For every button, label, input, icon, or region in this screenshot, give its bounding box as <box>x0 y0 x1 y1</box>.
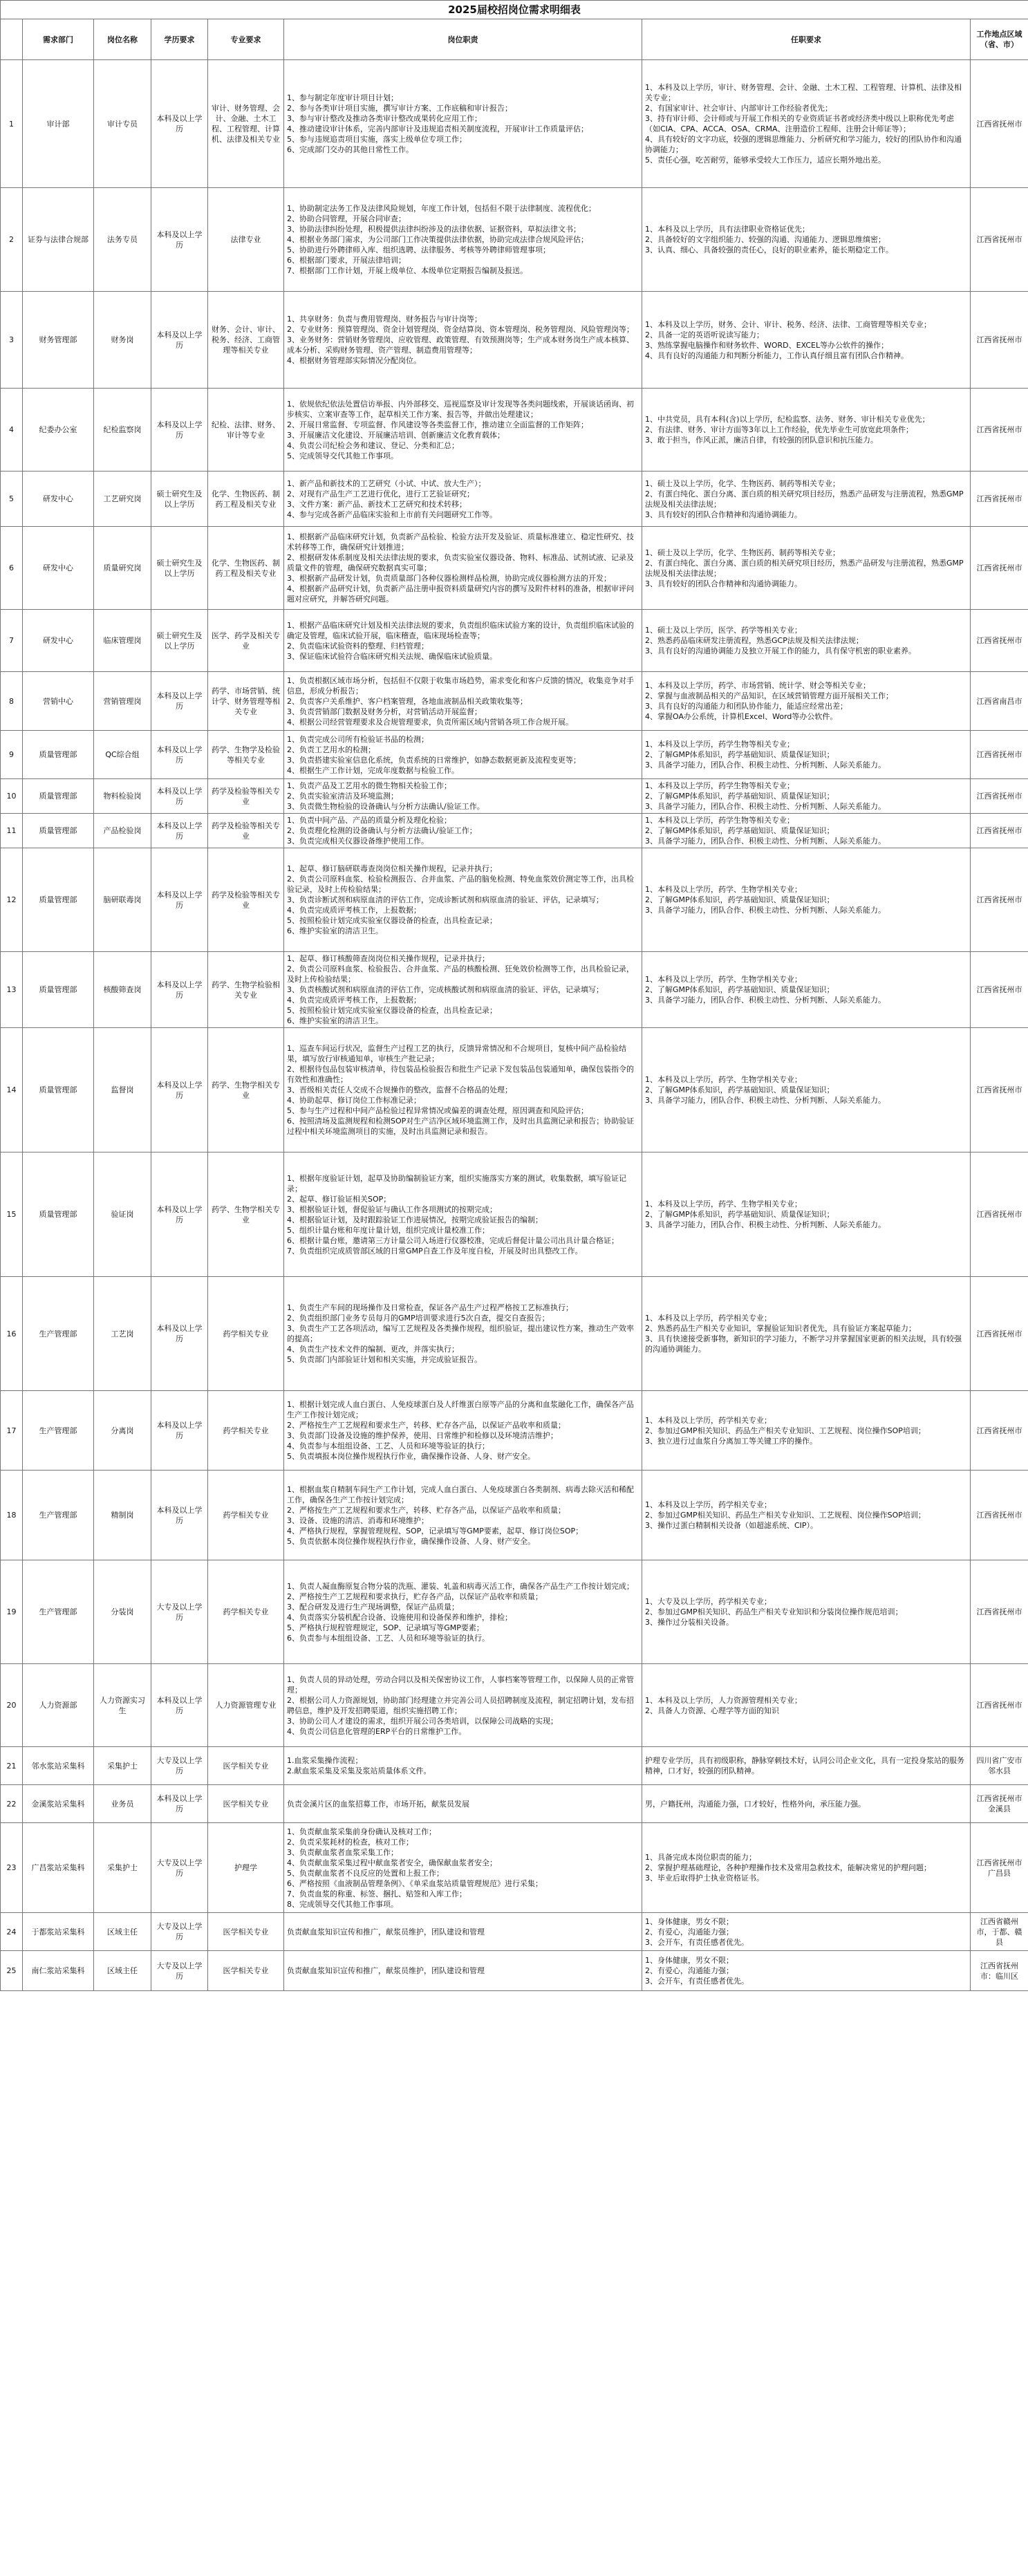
row-dept: 于都浆站采集科 <box>23 1913 94 1951</box>
row-major: 审计、财务管理、会计、金融、土木工程、工程管理、计算机、法律及相关专业 <box>208 60 284 188</box>
row-position: 核酸筛查岗 <box>94 952 151 1028</box>
row-duties: 1、负责人员的异动处理，劳动合同以及相关保密协议工作，人事档案等管理工作，以保障人员的正常管理； 2、根据公司人力资源规划，协助部门经理建立并完善公司人员招聘制度及流程，制定招聘计划，发布招聘信息，维护及开发招聘渠道，组织实施招聘工作； 3、协助公司人才建设的需求，组织开展公司各类培训，以保障公司战略的实现； 4、负责公司信息化管理的ERP平台的日常维护工作。 <box>284 1664 642 1747</box>
table-row <box>1 1951 1028 1991</box>
table-row <box>1 848 1028 952</box>
row-requirements: 1、本科及以上学历，财务、会计、审计、税务、经济、法律、工商管理等相关专业； 2、具备一定的英语听说读写能力； 3、熟练掌握电脑操作和财务软件、WORD、EXCEL等办公软件的操作； 4、具有良好的沟通能力和判断分析能力，工作认真仔细且富有团队合作精神。 <box>642 292 971 389</box>
row-position: 监督岗 <box>94 1028 151 1152</box>
row-requirements: 1、具备完成本岗位职责的能力； 2、掌握护理基础理论，各种护理操作技术及常用急救技术，能解决常见的护理问题； 3、毕业后取得护士执业资格证书。 <box>642 1823 971 1913</box>
row-index: 3 <box>1 292 23 389</box>
row-location: 江西省抚州市 <box>971 1560 1028 1664</box>
table-row <box>1 389 1028 472</box>
row-dept: 质量管理部 <box>23 1152 94 1277</box>
row-index: 5 <box>1 472 23 527</box>
row-education: 大专及以上学历 <box>151 1823 208 1913</box>
row-major: 化学、生物医药、制药工程及相关专业 <box>208 527 284 610</box>
row-duties: 1、负责根据区域市场分析，包括但不仅限于收集市场趋势，需求变化和客户反馈的情况，收集竞争对手信息，形成分析报告； 2、负责客户关系维护、客户档案管理，各地血液制品相关政策收集等； 3、负责营销部门数据及财务分析，对营销活动开展监督； 4、根据公司经营管理要求及合规管理要求，负责所需区域内营销各项工作合规开展。 <box>284 672 642 731</box>
table-row <box>1 60 1028 188</box>
row-index: 9 <box>1 731 23 779</box>
row-requirements: 1、硕士及以上学历，医学、药学等相关专业； 2、熟悉药品临床研发注册流程，熟悉GCP法规及相关法律法规； 3、具有良好的沟通协调能力及独立开展工作的能力，具有保守机密的职业素养。 <box>642 610 971 672</box>
row-requirements: 1、身体健康，男女不限； 2、有爱心，沟通能力强； 3、会开车，有责任感者优先。 <box>642 1913 971 1951</box>
row-location: 江西省抚州市 <box>971 527 1028 610</box>
row-position: 工艺研究岗 <box>94 472 151 527</box>
row-dept: 广昌浆站采集科 <box>23 1823 94 1913</box>
row-location: 江西省南昌市 <box>971 672 1028 731</box>
row-requirements: 1、本科及以上学历，药学生物等相关专业； 2、了解GMP体系知识，药学基础知识、质量保证知识； 3、具备学习能力，团队合作、积极主动性、分析判断、人际关系能力。 <box>642 779 971 814</box>
row-index: 18 <box>1 1471 23 1560</box>
row-dept: 质量管理部 <box>23 779 94 814</box>
row-index: 25 <box>1 1951 23 1991</box>
table-row <box>1 527 1028 610</box>
row-requirements: 1、本科及以上学历，药学生物等相关专业； 2、了解GMP体系知识，药学基础知识、质量保证知识； 3、具备学习能力，团队合作、积极主动性、分析判断、人际关系能力。 <box>642 731 971 779</box>
table-row <box>1 610 1028 672</box>
row-dept: 审计部 <box>23 60 94 188</box>
row-location: 江西省抚州市 <box>971 610 1028 672</box>
row-education: 本科及以上学历 <box>151 389 208 472</box>
row-duties: 1、起草、修订核酸筛查岗岗位相关操作规程，记录并执行； 2、负责公司原料血浆、检验报告、合并血浆、产品的核酸检测、狂免效价检测等工作，出具检验记录，及时上传检验结果； 3、负责核酸试剂和病原血清的评估工作，完成核酸试剂和病原血清的验证、评估，记录填写； 4、负责完成质评考核工作，上报数据； 5、按照检验计划完成实验室仪器设备的检查，出具检查记录； 6、维护实验室的清洁卫生。 <box>284 952 642 1028</box>
row-dept: 质量管理部 <box>23 1028 94 1152</box>
row-position: 人力资源实习生 <box>94 1664 151 1747</box>
row-major: 药学相关专业 <box>208 1277 284 1391</box>
header-position: 岗位名称 <box>94 19 151 60</box>
row-position: 产品检验岗 <box>94 814 151 848</box>
row-education: 大专及以上学历 <box>151 1913 208 1951</box>
row-requirements: 男，户籍抚州，沟通能力强，口才较好，性格外向，承压能力强。 <box>642 1785 971 1823</box>
row-education: 本科及以上学历 <box>151 731 208 779</box>
row-major: 药学及检验等相关专业 <box>208 779 284 814</box>
row-location: 江西省抚州市 <box>971 472 1028 527</box>
row-education: 本科及以上学历 <box>151 1391 208 1471</box>
row-requirements: 1、本科及以上学历，药学相关专业； 2、参加过GMP相关知识、药品生产相关专业知识、工艺规程、岗位操作SOP培训； 3、独立进行过血浆自分离加工等关键工序的操作。 <box>642 1391 971 1471</box>
row-education: 本科及以上学历 <box>151 1028 208 1152</box>
row-position: 精制岗 <box>94 1471 151 1560</box>
row-dept: 南仁浆站采集科 <box>23 1951 94 1991</box>
row-duties: 1、根据血浆自精制车间生产工作计划，完成人血白蛋白、人免疫球蛋白各类制剂、病毒去除灭活和稀配工作，确保各生产工作按计划完成； 2、严格按生产工艺规程和要求生产，转移、贮存各产品，以保证产品收率和质量； 3、设备、设施的清洁、消毒和环境维护； 4、严格执行规程，掌握管理规程、SOP，记录填写等GMP要素，起草、修订岗位SOP； 5、负责依据本岗位操作规程执行作业，确保操作设备、人身、财产安全。 <box>284 1471 642 1560</box>
row-duties: 1、根据年度验证计划，起草及协助编制验证方案，组织实施落实方案的测试，收集数据，填写验证记录； 2、起草、修订验证相关SOP； 3、根据验证计划，督促验证与确认工作各项测试的按期完成； 4、根据验证计划，及时跟踪验证工作进展情况，按期完成验证报告的编制； 5、组织计量台账和年度计量计划，组织完成计量校准工作； 6、根据计量台账，邀请第三方计量公司入场进行仪器校准，完成后督促计量公司出具计量合格证； 7、负责组织完成质管部区域的日常GMP自查工作及年度自检，开展及时出具整改工作。 <box>284 1152 642 1277</box>
row-duties: 1、负责人凝血酶原复合物分装的洗瓶、灌装、轧盖和病毒灭活工作，确保各产品生产工作按计划完成； 2、严格按生产工艺规程和要求执行，贮存各产品，以保证产品收率和质量； 3、配合研发及进行生产现场调整，保证产品质量； 4、负责落实分装机配合设备、设施使用和设备保养和维护，排检； 5、严格执行规程管理规定，SOP、记录填写等GMP要素； 6、负责参与本组组设备、工艺、人员和环境等验证的执行。 <box>284 1560 642 1664</box>
row-index: 14 <box>1 1028 23 1152</box>
table-row <box>1 1560 1028 1664</box>
row-dept: 证券与法律合规部 <box>23 188 94 292</box>
header-duties: 岗位职责 <box>284 19 642 60</box>
row-major: 药学相关专业 <box>208 1471 284 1560</box>
row-major: 纪检、法律、财务、审计等专业 <box>208 389 284 472</box>
table-body <box>1 60 1028 1991</box>
row-major: 医学相关专业 <box>208 1785 284 1823</box>
row-duties: 1、起草、修订脑研联毒查岗岗位相关操作规程，记录并执行； 2、负责公司原料血浆、检验检测报告、合并血浆、产品的脑免检测、特免血浆效价测定等工作，出具检验记录，及时上传检验结果； 3、负责诊断试剂和病原血清的评估工作，完成诊断试剂和病原血清的验证、评估，记录填写； 4、负责完成质评考核工作，上报数据； 5、按照检验计划完成实验室仪器设备的检查，出具检查记录； 6、维护实验室的清洁卫生。 <box>284 848 642 952</box>
table-row <box>1 672 1028 731</box>
row-position: 法务专员 <box>94 188 151 292</box>
table-row <box>1 1152 1028 1277</box>
row-education: 本科及以上学历 <box>151 1277 208 1391</box>
header-major: 专业要求 <box>208 19 284 60</box>
row-location: 江西省抚州市 <box>971 60 1028 188</box>
row-location: 江西省抚州市 <box>971 848 1028 952</box>
row-duties: 1、根据新产品临床研究计划，负责新产品检验、检验方法开发及验证、质量标准建立、稳定性研究、技术转移等工作，确保研究计划推进； 2、根据研发体系制度及相关法律法规的要求，负责实验室仪器设备、物料、标准品、试剂试液、记录及质量文件的管理，确保研究数据真实可靠； 3、根据新产品研发计划，负责质量部门各种仪器检测样品检测，协助完成仪器检测方法的开发； 4、根据新产品研究计划，负责新产品注册申报资料质量研究内容的撰写及附件材料的准备，根据审评问题对应研究，并解答研究问题。 <box>284 527 642 610</box>
row-location: 江西省抚州市 <box>971 1471 1028 1560</box>
row-duties: 1、巡查车间运行状况，监督生产过程工艺的执行，反馈异常情况和不合规项目，复核中间产品检验结果，填写放行审核通知单，审核生产批记录； 2、根据待包品包装审核清单，待包装品检验报告和批生产记录下发包装品包装通知单，确保包装指令的有效性和准确性； 3、晋级相关责任人交成不合规操作的整改，监督不合格品的处理； 4、协助起草、修订岗位工作标准记录； 5、参与生产过程和中间产品检验过程异常情况或偏差的调查处理，原因调查和风险评估； 6、按照清场及监测规程和检测SOP对生产洁净区域环境监测工作，及时出具监测记录和报告；协助验证过程中相关环境监测项目的实施，及时出具监测记录和报告。 <box>284 1028 642 1152</box>
row-location: 江西省抚州市 <box>971 292 1028 389</box>
row-dept: 纪委办公室 <box>23 389 94 472</box>
row-major: 化学、生物医药、制药工程及相关专业 <box>208 472 284 527</box>
row-index: 24 <box>1 1913 23 1951</box>
row-education: 本科及以上学历 <box>151 1471 208 1560</box>
row-education: 本科及以上学历 <box>151 292 208 389</box>
header-dept: 需求部门 <box>23 19 94 60</box>
row-education: 大专及以上学历 <box>151 1747 208 1785</box>
row-index: 10 <box>1 779 23 814</box>
row-location: 江西省抚州市 <box>971 1391 1028 1471</box>
row-position: 业务员 <box>94 1785 151 1823</box>
row-index: 12 <box>1 848 23 952</box>
row-position: QC综合组 <box>94 731 151 779</box>
row-index: 7 <box>1 610 23 672</box>
row-major: 财务、会计、审计、税务、经济、工商管理等相关专业 <box>208 292 284 389</box>
row-major: 药学、生物学相关专业 <box>208 1152 284 1277</box>
row-duties: 1、协助制定法务工作及法律风险规划，年度工作计划，包括但不限于法律制度、流程优化； 2、协助合同管理，开展合同审查； 3、协助法律纠纷处理，积极提供法律纠纷涉及的法律依据、证据资料，草拟法律文书； 4、根据业务部门需求，为公司部门工作决策提供法律依据，协助完成法律合规风险评估； 5、协助进行外聘律师入库、组织选聘、法律服务、考核等外聘律师管理事项； 6、根据部门要求，开展法律培训； 7、根据部门工作计划，开展上级单位、本级单位定期报告编制及报送。 <box>284 188 642 292</box>
row-requirements: 1、硕士及以上学历，化学、生物医药、制药等相关专业； 2、有蛋白纯化、蛋白分离、蛋白质的相关研究项目经历，熟悉产品研发与注册流程，熟悉GMP法规及相关法律法规； 3、具有较好的团队合作精神和沟通协调能力。 <box>642 472 971 527</box>
row-dept: 质量管理部 <box>23 848 94 952</box>
row-duties: 1、负责产品及工艺用水的微生物相关检验工作； 2、负责实验室清洁及环境监测； 3、负责微生物检验的设备确认与分析方法确认/验证工作。 <box>284 779 642 814</box>
row-education: 本科及以上学历 <box>151 848 208 952</box>
row-index: 6 <box>1 527 23 610</box>
row-position: 质量研究岗 <box>94 527 151 610</box>
row-requirements: 1、身体健康，男女不限； 2、有爱心，沟通能力强； 3、会开车，有责任感者优先。 <box>642 1951 971 1991</box>
table-row <box>1 1747 1028 1785</box>
table-row <box>1 1277 1028 1391</box>
row-major: 药学、生物学及检验等相关专业 <box>208 731 284 779</box>
row-location: 江西省抚州市广昌县 <box>971 1823 1028 1913</box>
row-location: 江西省抚州市金溪县 <box>971 1785 1028 1823</box>
row-dept: 生产管理部 <box>23 1277 94 1391</box>
row-major: 药学、生物学检验相关专业 <box>208 952 284 1028</box>
row-education: 本科及以上学历 <box>151 60 208 188</box>
table-row <box>1 1664 1028 1747</box>
row-requirements: 1、本科及以上学历，药学、市场营销、统计学、财会等相关专业； 2、掌握与血液制品相关的产品知识，在区域营销管理方面开展相关工作； 3、具有良好的沟通能力和团队协作能力，能适应经常出差； 4、掌握OA办公系统，计算机Excel、Word等办公软件。 <box>642 672 971 731</box>
header-requirements: 任职要求 <box>642 19 971 60</box>
row-position: 区域主任 <box>94 1951 151 1991</box>
row-location: 江西省抚州市 <box>971 779 1028 814</box>
row-dept: 质量管理部 <box>23 731 94 779</box>
row-education: 硕士研究生及以上学历 <box>151 527 208 610</box>
row-major: 药学相关专业 <box>208 1391 284 1471</box>
row-location: 江西省抚州市：临川区 <box>971 1951 1028 1991</box>
header-index <box>1 19 23 60</box>
row-duties: 1、新产品和新技术的工艺研究（小试、中试、放大生产）； 2、对现有产品生产工艺进行优化，进行工艺验证研究； 3、文件方案：新产品、新技术工艺研究和技术转移； 4、参与完成各新产品临床实验和上市前有关问题研究工作等。 <box>284 472 642 527</box>
table-row <box>1 814 1028 848</box>
row-index: 13 <box>1 952 23 1028</box>
row-requirements: 1、大专及以上学历，药学相关专业； 2、参加过GMP相关知识、药品生产相关专业知识和分装岗位操作规范培训； 3、操作过分装相关设备。 <box>642 1560 971 1664</box>
table-row <box>1 1391 1028 1471</box>
row-requirements: 1、硕士及以上学历，化学、生物医药、制药等相关专业； 2、有蛋白纯化、蛋白分离、蛋白质的相关研究项目经历，熟悉产品研发与注册流程，熟悉GMP法规及相关法律法规； 3、具有较好的团队合作精神和沟通协调能力。 <box>642 527 971 610</box>
row-dept: 人力资源部 <box>23 1664 94 1747</box>
table-row <box>1 472 1028 527</box>
row-duties: 负责献血浆知识宣传和推广，献浆员维护，团队建设和管理 <box>284 1913 642 1951</box>
row-location: 江西省抚州市 <box>971 188 1028 292</box>
row-position: 采集护士 <box>94 1823 151 1913</box>
row-education: 本科及以上学历 <box>151 188 208 292</box>
table-row <box>1 952 1028 1028</box>
row-education: 硕士研究生及以上学历 <box>151 472 208 527</box>
row-location: 四川省广安市邻水县 <box>971 1747 1028 1785</box>
row-duties: 负责献血浆知识宣传和推广，献浆员维护，团队建设和管理 <box>284 1951 642 1991</box>
row-position: 分装岗 <box>94 1560 151 1664</box>
row-major: 医学相关专业 <box>208 1951 284 1991</box>
row-dept: 生产管理部 <box>23 1471 94 1560</box>
row-location: 江西省抚州市 <box>971 389 1028 472</box>
row-education: 硕士研究生及以上学历 <box>151 610 208 672</box>
row-requirements: 1、本科及以上学历，药学相关专业； 2、参加过GMP相关知识、药品生产相关专业知识、工艺规程、岗位操作SOP培训； 3、操作过蛋白精制相关设备（如超滤系统、CIP）。 <box>642 1471 971 1560</box>
row-location: 江西省抚州市 <box>971 1028 1028 1152</box>
row-requirements: 1、本科及以上学历，具有法律职业资格证优先； 2、具备较好的文字组织能力、较强的沟通、沟通能力、逻辑思维缜密； 3、认真、细心、具备较强的责任心，良好的职业素养，能长期稳定工作。 <box>642 188 971 292</box>
row-education: 本科及以上学历 <box>151 672 208 731</box>
row-location: 江西省抚州市 <box>971 1664 1028 1747</box>
row-duties: 1、共享财务：负责与费用管理岗、财务报告与审计岗等； 2、专业财务：预算管理岗、资金计划管理岗、资金结算岗、资本管理岗、税务管理岗、风险管理岗等； 3、业务财务：营销财务管理岗、应收管理、政策管理、有效预测岗等；生产成本财务岗生产成本核算、成本分析、采购财务管理、资产管理、制造费用管理等； 4、根据财务管理部实际情况分配岗位。 <box>284 292 642 389</box>
row-position: 脑研联毒岗 <box>94 848 151 952</box>
row-dept: 生产管理部 <box>23 1560 94 1664</box>
row-index: 23 <box>1 1823 23 1913</box>
header-education: 学历要求 <box>151 19 208 60</box>
row-major: 法律专业 <box>208 188 284 292</box>
row-duties: 负责金溪片区的血浆招募工作，市场开拓，献浆员发展 <box>284 1785 642 1823</box>
row-major: 医学相关专业 <box>208 1747 284 1785</box>
row-dept: 金溪浆站采集科 <box>23 1785 94 1823</box>
row-major: 药学相关专业 <box>208 1560 284 1664</box>
row-duties: 1、依规依纪依法处置信访举报、内外部移交、巡视巡察及审计发现等各类问题线索，开展谈话函询、初步核实、立案审查等工作，起草相关工作方案、报告等，并做出处理建议； 2、开展日常监督、专项监督、作风建设等各类监督工作，推动建立全面监督的工作矩阵； 3、开展廉洁文化建设、开展廉洁培训、创新廉洁文化教育载体； 4、负责公司纪检会务和建议、登记、分类和汇总； 5、完成领导交代其他工作事项。 <box>284 389 642 472</box>
row-education: 本科及以上学历 <box>151 1152 208 1277</box>
row-duties: 1、根据产品临床研究计划及相关法律法规的要求，负责组织临床试验方案的设计，负责组织临床试验的确定及管理，临床试验开展，临床稽查，临床现场检查等； 2、负责临床试验资料的整理、归档管理； 3、保证临床试验符合临床研究相关法规、确保临床试验质量。 <box>284 610 642 672</box>
row-major: 药学及检验等相关专业 <box>208 814 284 848</box>
row-requirements: 1、本科及以上学历，药学相关专业； 2、熟悉药品生产相关专业知识，掌握验证知识者优先，具有验证方案起草能力； 3、具有快速接受新事物，新知识的学习能力，不断学习并掌握国家更新的相关法规，具有较强的沟通协调能力。 <box>642 1277 971 1391</box>
table-row <box>1 188 1028 292</box>
row-dept: 质量管理部 <box>23 814 94 848</box>
row-duties: 1、参与制定年度审计项目计划； 2、参与各类审计项目实施，撰写审计方案、工作底稿和审计报告； 3、参与审计整改及推动各类审计整改成果转化应用工作； 4、推动建设审计体系，完善内部审计及违规追责相关制度流程，开展审计工作质量评估； 5、参与违规追责项目实施，落实上级单位专项工作； 6、完成部门交办的其他日常性工作。 <box>284 60 642 188</box>
row-index: 17 <box>1 1391 23 1471</box>
table-row <box>1 1785 1028 1823</box>
row-education: 本科及以上学历 <box>151 1785 208 1823</box>
row-position: 区域主任 <box>94 1913 151 1951</box>
row-index: 2 <box>1 188 23 292</box>
row-location: 江西省赣州市，于都、赣县 <box>971 1913 1028 1951</box>
row-location: 江西省抚州市 <box>971 814 1028 848</box>
row-requirements: 1、本科及以上学历，药学、生物学相关专业； 2、了解GMP体系知识，药学基础知识、质量保证知识； 3、具备学习能力，团队合作、积极主动性、分析判断、人际关系能力。 <box>642 952 971 1028</box>
row-index: 22 <box>1 1785 23 1823</box>
table-row <box>1 292 1028 389</box>
row-major: 护理学 <box>208 1823 284 1913</box>
row-position: 临床管理岗 <box>94 610 151 672</box>
table-row <box>1 779 1028 814</box>
row-major: 医学相关专业 <box>208 1913 284 1951</box>
row-position: 纪检监察岗 <box>94 389 151 472</box>
row-requirements: 护理专业学历，具有初级职称，静脉穿刺技术好，认同公司企业文化，具有一定投身浆站的服务精神，口才好，较强的团队精神。 <box>642 1747 971 1785</box>
row-index: 21 <box>1 1747 23 1785</box>
row-index: 11 <box>1 814 23 848</box>
row-major: 医学、药学及相关专业 <box>208 610 284 672</box>
row-dept: 财务管理部 <box>23 292 94 389</box>
row-dept: 营销中心 <box>23 672 94 731</box>
row-index: 1 <box>1 60 23 188</box>
row-position: 采集护士 <box>94 1747 151 1785</box>
row-education: 本科及以上学历 <box>151 1664 208 1747</box>
row-location: 江西省抚州市 <box>971 1277 1028 1391</box>
row-position: 验证岗 <box>94 1152 151 1277</box>
row-index: 16 <box>1 1277 23 1391</box>
row-major: 药学、市场营销、统计学、财务管理等相关专业 <box>208 672 284 731</box>
row-education: 本科及以上学历 <box>151 814 208 848</box>
row-duties: 1、负责完成公司所有检验证书品的检测； 2、负责工艺用水的检测； 3、负责搭建实验室信息化系统，负责系统的日常维护，如静态数据更新及流程变更等； 4、根据生产工作计划，完成年度数据与检验工作。 <box>284 731 642 779</box>
row-location: 江西省抚州市 <box>971 952 1028 1028</box>
row-major: 药学、生物学相关专业 <box>208 1028 284 1152</box>
row-position: 财务岗 <box>94 292 151 389</box>
row-duties: 1、负责献血浆采集前身份确认及核对工作； 2、负责采浆耗材的检查，核对工作； 3、负责献血浆者血浆采集工作； 4、负责献血浆采集过程中献血浆者安全，确保献血浆者安全； 5、负责献血浆者不良反应的处置和上报工作； 6、严格按照《血液制品管理条例》、《单采血浆站质量管理规范》进行采集； 7、负责血浆的称重、标签、捆扎、贴签和入库工作； 8、完成领导交代其他工作事项。 <box>284 1823 642 1913</box>
row-duties: 1、根据计划完成人血白蛋白、人免疫球蛋白及人纤维蛋白原等产品的分离和血浆融化工作，确保各产品生产工作按计划完成； 2、严格按生产工艺规程和要求生产，转移、贮存各产品，以保证产品收率和质量； 3、负责部门设备及设施的维护保养，使用、日常维护和检修以及环境清洁维护； 4、负责参与本组组设备、工艺、人员和环境等验证的执行； 5、负责填报本岗位操作规程执行作业，确保操作设备、人身、财产安全。 <box>284 1391 642 1471</box>
row-position: 物料检验岗 <box>94 779 151 814</box>
row-requirements: 1、本科及以上学历，药学生物等相关专业； 2、了解GMP体系知识，药学基础知识、质量保证知识； 3、具备学习能力，团队合作、积极主动性、分析判断、人际关系能力。 <box>642 814 971 848</box>
row-education: 大专及以上学历 <box>151 1560 208 1664</box>
row-education: 大专及以上学历 <box>151 1951 208 1991</box>
row-requirements: 1、本科及以上学历，药学、生物学相关专业； 2、了解GMP体系知识，药学基础知识、质量保证知识； 3、具备学习能力，团队合作、积极主动性、分析判断、人际关系能力。 <box>642 848 971 952</box>
row-position: 分离岗 <box>94 1391 151 1471</box>
row-requirements: 1、本科及以上学历，药学、生物学相关专业； 2、了解GMP体系知识，药学基础知识、质量保证知识； 3、具备学习能力，团队合作、积极主动性、分析判断、人际关系能力。 <box>642 1152 971 1277</box>
row-position: 营销管理岗 <box>94 672 151 731</box>
row-duties: 1、负责生产车间的现场操作及日常检查，保证各产品生产过程严格按工艺标准执行； 2、负责组织部门业务专员每月的GMP培训要求进行5次自查，提交自查报告； 3、负责生产工艺各项活动，编写工艺规程及各类操作规程，组织验证，提出建议性方案，推动生产效率的提高； 4、负责生产技术文件的编制、更改，并落实执行； 5、负责部门内部验证计划和相关实施，并完成验证报告。 <box>284 1277 642 1391</box>
row-education: 本科及以上学历 <box>151 779 208 814</box>
table-row <box>1 1471 1028 1560</box>
row-index: 19 <box>1 1560 23 1664</box>
row-index: 8 <box>1 672 23 731</box>
row-dept: 邻水浆站采集科 <box>23 1747 94 1785</box>
row-dept: 研发中心 <box>23 527 94 610</box>
table-title: 2025届校招岗位需求明细表 <box>1 1 1028 19</box>
row-requirements: 1、本科及以上学历，审计、财务管理、会计、金融、土木工程、工程管理、计算机、法律及相关专业； 2、有国家审计、社会审计、内部审计工作经验者优先； 3、持有审计师、会计师或与开展工作相关的专业资质证书者或经济类中级以上职称优先考虑（如CIA、CPA、ACCA、OSA、CRMA、注册造价工程师、注册会计师证等）； 4、具有较好的文字功底，较强的逻辑思维能力、分析研究和学习能力，较好的团队协作和沟通协调能力； 5、责任心强，吃苦耐劳，能够承受较大工作压力，适应长期外地出差。 <box>642 60 971 188</box>
row-dept: 研发中心 <box>23 472 94 527</box>
row-dept: 质量管理部 <box>23 952 94 1028</box>
row-index: 20 <box>1 1664 23 1747</box>
table-row <box>1 1913 1028 1951</box>
row-position: 审计专员 <box>94 60 151 188</box>
row-dept: 生产管理部 <box>23 1391 94 1471</box>
row-duties: 1、负责中间产品、产品的质量分析及理化检验； 2、负责理化检测的设备确认与分析方法确认/验证工作； 3、负责完成相关仪器设备维护使用工作。 <box>284 814 642 848</box>
row-requirements: 1、本科及以上学历，药学、生物学相关专业； 2、了解GMP体系知识，药学基础知识、质量保证知识； 3、具备学习能力，团队合作、积极主动性、分析判断、人际关系能力。 <box>642 1028 971 1152</box>
row-index: 15 <box>1 1152 23 1277</box>
row-index: 4 <box>1 389 23 472</box>
row-requirements: 1、中共党员，具有本科(含)以上学历，纪检监察、法务、财务、审计相关专业优先； 2、有法律、财务、审计方面等3年以上工作经验，优先毕业生可放宽此项条件； 3、敢于担当，作风正派，廉洁自律，有较强的团队意识和抗压能力。 <box>642 389 971 472</box>
row-position: 工艺岗 <box>94 1277 151 1391</box>
row-duties: 1.血浆采集操作流程； 2.献血浆采集及采集及浆站质量体系文件。 <box>284 1747 642 1785</box>
table-row <box>1 1028 1028 1152</box>
row-major: 药学及检验等相关专业 <box>208 848 284 952</box>
header-location: 工作地点区域（省、市） <box>971 19 1028 60</box>
row-major: 人力资源管理专业 <box>208 1664 284 1747</box>
row-requirements: 1、本科及以上学历，人力资源管理相关专业； 2、具备人力资源、心理学等方面的知识 <box>642 1664 971 1747</box>
row-education: 本科及以上学历 <box>151 952 208 1028</box>
table-row <box>1 731 1028 779</box>
row-dept: 研发中心 <box>23 610 94 672</box>
row-location: 江西省抚州市 <box>971 731 1028 779</box>
row-location: 江西省抚州市 <box>971 1152 1028 1277</box>
table-row <box>1 1823 1028 1913</box>
